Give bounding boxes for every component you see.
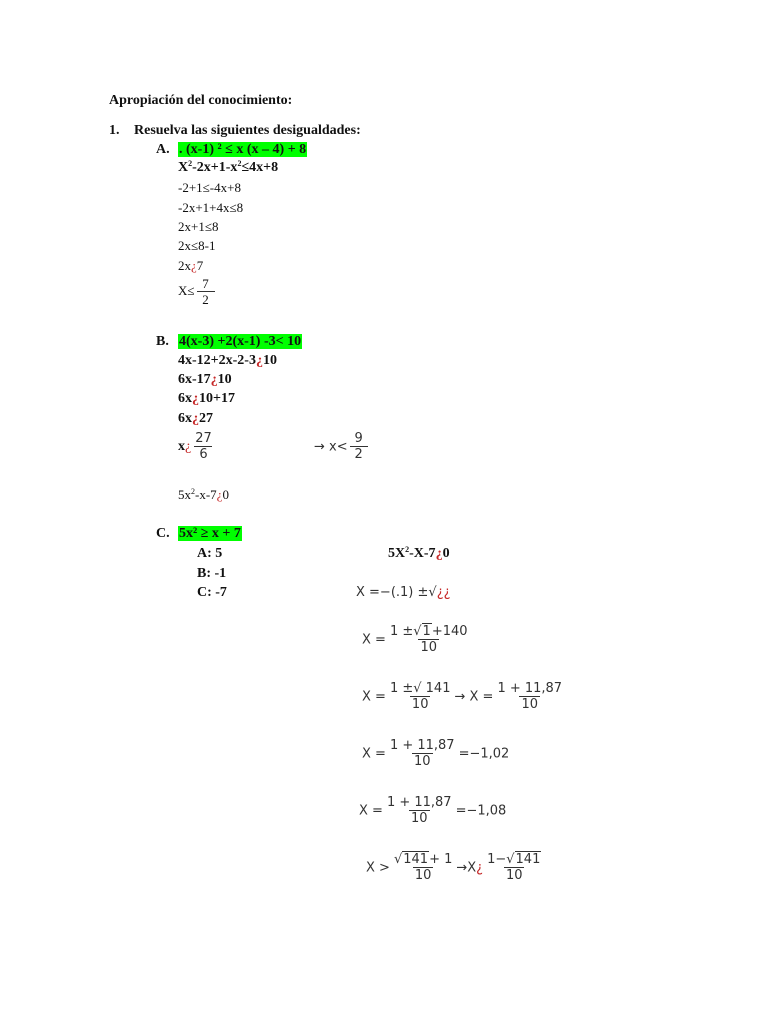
part-b-problem — [178, 334, 302, 350]
coefficient-a: A: 5 — [197, 546, 223, 561]
part-c-problem-text: 5x² ≥ x + 7 — [179, 526, 241, 541]
part-a-step-6: 2x¿7 — [178, 258, 204, 273]
formula-1: X =−(.1) ±√¿¿ — [356, 585, 451, 600]
formula-2: X = $\frac{1 \pm√1+140}{10}$ — [362, 624, 468, 655]
formula-5: X = $\frac{1 + 11,87}{10}$ =−1,08 — [359, 795, 507, 826]
part-a-step-4: 2x+1≤8 — [178, 219, 219, 234]
part-c-label: C. — [156, 526, 170, 541]
part-b-step-5-result: → x< $\frac{9}{2}$ — [314, 432, 370, 462]
part-a-problem-text: . (x-1) ² ≤ x (x – 4) + 8 — [179, 142, 307, 157]
part-b-step-5: x¿ $\frac{27}{6}$ — [178, 431, 212, 462]
question-number: 1. — [109, 123, 120, 138]
part-a-step-1: $X^2-2x+1-x^2\le 4x+8$ — [178, 159, 279, 175]
formula-4: X = $\frac{1 + 11,87}{10}$ =−1,02 — [362, 738, 510, 769]
fraction: $\frac{1 + 11,87}{10}$ — [389, 738, 455, 769]
section-heading: Apropiación del conocimiento: — [109, 93, 293, 108]
fraction: $\frac{1-√141}{10}$ — [487, 852, 541, 883]
part-a-step-7: X≤ $\frac{7}{2}$ — [178, 277, 217, 307]
fraction: $\frac{7}{2}$ — [197, 277, 215, 307]
part-a-step-3: -2x+1+4x≤8 — [178, 200, 244, 215]
part-b-step-3: 6x¿10+17 — [178, 391, 235, 406]
fraction: $\frac{1 + 11,87}{10}$ — [386, 795, 452, 826]
formula-3: X = $\frac{1 \pm√ 141}{10}$ → X = $\frac{1 + 11,87}{10}$ — [362, 681, 563, 712]
part-b-step-6: $5x^2-x-7¿0$ — [178, 487, 229, 502]
coefficient-b: B: -1 — [197, 566, 227, 581]
part-a-problem — [178, 142, 307, 158]
part-c-equation: $5X^2-X-7¿0$ — [388, 545, 450, 561]
part-a-step-5: 2x≤8-1 — [178, 238, 216, 253]
fraction: $\frac{9}{2}$ — [350, 432, 368, 462]
part-c-problem — [178, 526, 242, 542]
fraction: $\frac{1 \pm√ 141}{10}$ — [389, 681, 451, 712]
fraction: $\frac{1 + 11,87}{10}$ — [497, 681, 563, 712]
formula-6: X > $\frac{√141+ 1}{10}$ →X¿ $\frac{1-√141}{10}$ — [366, 853, 545, 883]
coefficient-c: C: -7 — [197, 585, 227, 600]
part-b-step-1: 4x-12+2x-2-3¿10 — [178, 353, 277, 368]
fraction: $\frac{√141+ 1}{10}$ — [393, 852, 453, 883]
fraction: $\frac{27}{6}$ — [195, 431, 212, 462]
part-a-label: A. — [156, 142, 170, 157]
part-b-step-4: 6x¿27 — [178, 411, 213, 426]
part-b-problem-text: 4(x-3) +2(x-1) -3< 10 — [179, 334, 302, 349]
part-b-step-2: 6x-17¿10 — [178, 372, 232, 387]
part-b-label: B. — [156, 334, 169, 349]
fraction: $\frac{1 \pm√1+140}{10}$ — [389, 624, 468, 655]
part-a-step-2: -2+1≤-4x+8 — [178, 180, 241, 195]
question-text: Resuelva las siguientes desigualdades: — [134, 123, 361, 138]
